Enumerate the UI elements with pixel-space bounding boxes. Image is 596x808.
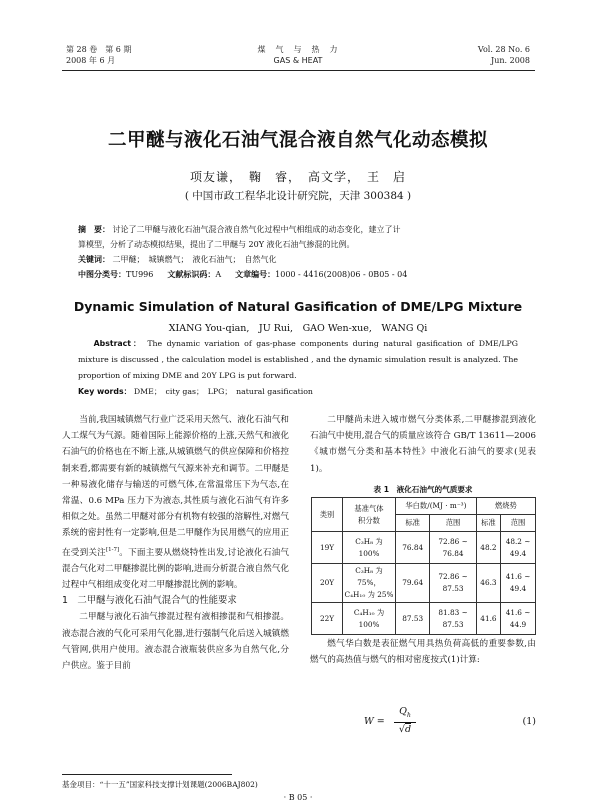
- abstract-cn: [78, 222, 518, 282]
- table-cell: 76.84: [396, 532, 430, 564]
- header-rule: [62, 70, 535, 71]
- table-cell: 41.6 ~ 44.9: [501, 603, 536, 635]
- table-header-composition: 基准气体 积分数: [343, 498, 396, 532]
- formula-lhs: W =: [364, 716, 385, 727]
- table-cell: 87.53: [396, 603, 430, 635]
- formula-number: (1): [522, 716, 536, 727]
- clc-value: TU996: [126, 270, 154, 279]
- table-cell: 22Y: [312, 603, 343, 635]
- gas-quality-table: [311, 497, 536, 635]
- table-cell: 41.6: [476, 603, 500, 635]
- abstract-cn-line2: 算模型，分析了动态模拟结果，提出了二甲醚与 20Y 液化石油气掺混的比例。: [78, 240, 355, 249]
- footnote-rule: [62, 774, 232, 775]
- table-cell: 19Y: [312, 532, 343, 564]
- clc-label: 中图分类号：: [78, 270, 126, 279]
- body-right-column-lower: [310, 636, 536, 668]
- abstract-cn-line1: 讨论了二甲醚与液化石油气混合液自然气化过程中气相组成的动态变化，建立了计: [112, 225, 401, 234]
- table-header-wobbe: 华白数/(MJ · m⁻³): [396, 498, 477, 515]
- journal-volume-en: Vol. 28 No. 6: [477, 45, 530, 54]
- doc-code-value: A: [215, 270, 222, 279]
- body-paragraph: 二甲醚与液化石油气掺混过程有液相掺混和气相掺混。液态混合液的气化可采用气化器,进行强制气化后送入城镇燃气管网,供用户使用。液态混合液瓶装供应多为自然气化,分户供应。鉴于目前: [62, 612, 289, 671]
- journal-name-cn: 煤 气 与 热 力: [257, 45, 339, 54]
- funding-footnote: 基金项目：“十一五”国家科技支撑计划课题(2006BAJ802): [62, 780, 258, 789]
- formula-numerator-sub: h: [406, 711, 411, 719]
- formula-denominator: d: [404, 724, 412, 735]
- page-number: · B 05 ·: [283, 793, 313, 802]
- abstract-en: [78, 336, 518, 400]
- article-no-label: 文章编号：: [235, 270, 276, 279]
- table-cell: 41.6 ~ 49.4: [501, 564, 536, 603]
- body-paragraph: 二甲醚尚未进入城市燃气分类体系,二甲醚掺混到液化石油气中使用,混合气的质量应该符合 GB/T 13611—2006《城市燃气分类和基本特性》中液化石油气的要求(见表 1)。: [310, 415, 536, 474]
- table-cell: 79.64: [396, 564, 430, 603]
- paper-title-cn: 二甲醚与液化石油气混合液自然气化动态模拟: [107, 130, 488, 151]
- table-header-range: 范围: [430, 515, 476, 532]
- abstract-cn-label: 摘 要：: [78, 225, 110, 234]
- table-row: [312, 603, 536, 635]
- table-cell: C₃H₈ 为 100%: [343, 532, 396, 564]
- table-header-combustion-potential: 燃烧势: [476, 498, 535, 515]
- sqrt-icon: √: [398, 724, 405, 735]
- table-cell: 20Y: [312, 564, 343, 603]
- table-header-std: 标准: [396, 515, 430, 532]
- authors-cn: 项友谦， 鞠 睿， 高文学， 王 启: [189, 170, 406, 184]
- table-row: [312, 532, 536, 564]
- body-paragraph: 当前,我国城镇燃气行业广泛采用天然气、液化石油气和人工煤气为气源。随着国际上能源价格的上涨,天然气和液化石油气的价格也在不断上涨,从城镇燃气的供应保障和价格控制来看,都需要有新的城镇燃气气源来补充和调节。二甲醚是一种易液化储存与输送的可燃气体,在常温常压下为气态,在常温、0.6 MPa 压力下为液态,其性质与液化石油气有许多相似之处。虽然二甲醚对部分有机物有较强的溶解性,对燃气系统的密封性有一定影响,但是二甲醚作为民用燃气的应用正在受到关注[1-7]。下面主要从燃烧特性出发,讨论液化石油气混合气化对二甲醚掺混比例的影响,进而分析混合液自然气化过程中气相组成变化对二甲醚掺混比例的影响。: [62, 415, 289, 590]
- table-header-range: 范围: [501, 515, 536, 532]
- body-right-column: [310, 412, 536, 477]
- keywords-en: DME； city gas； LPG； natural gasification: [133, 387, 313, 396]
- formula-numerator: Q: [399, 706, 407, 717]
- table-cell: 81.83 ~ 87.53: [430, 603, 476, 635]
- citation-ref: [1-7]: [105, 546, 120, 553]
- table-cell: 48.2: [476, 532, 500, 564]
- table-caption: 表 1 液化石油气的气质要求: [373, 485, 473, 494]
- journal-name-en: GAS & HEAT: [273, 56, 323, 65]
- keywords-en-label: Key words：: [78, 387, 132, 396]
- body-paragraph: 燃气华白数是表征燃气用具热负荷高低的重要参数,由燃气的高热值与燃气的相对密度按式(1)计算:: [310, 639, 536, 666]
- abstract-en-label: Abstract：: [93, 339, 143, 348]
- table-cell: 72.86 ~ 76.84: [430, 532, 476, 564]
- paper-title-en: Dynamic Simulation of Natural Gasification of DME/LPG Mixture: [73, 299, 523, 314]
- section-heading: 1 二甲醚与液化石油气混合气的性能要求: [62, 595, 237, 607]
- keywords-cn: 二甲醚； 城镇燃气； 液化石油气； 自然气化: [112, 255, 277, 264]
- doc-code-label: 文献标识码：: [167, 270, 216, 279]
- table-row: [312, 564, 536, 603]
- table-cell: C₃H₈ 为 75%， C₄H₁₀ 为 25%: [343, 564, 396, 603]
- body-left-column: [62, 412, 289, 674]
- keywords-cn-label: 关键词：: [78, 255, 110, 264]
- article-no-value: 1000 - 4416(2008)06 - 0B05 - 04: [275, 270, 408, 279]
- table-cell: 72.86 ~ 87.53: [430, 564, 476, 603]
- table-cell: 48.2 ~ 49.4: [501, 532, 536, 564]
- journal-date-en: Jun. 2008: [491, 56, 530, 65]
- journal-date: 2008 年 6 月: [66, 56, 116, 65]
- journal-volume: 第 28 卷 第 6 期: [66, 45, 132, 54]
- affiliation-cn: ( 中国市政工程华北设计研究院，天津 300384 ): [184, 190, 412, 202]
- formula-1: [310, 706, 536, 740]
- authors-en: XIANG You-qian, JU Rui, GAO Wen-xue, WANG Qi: [168, 323, 428, 334]
- table-cell: 46.3: [476, 564, 500, 603]
- table-header-class: 类别: [312, 498, 343, 532]
- table-header-std: 标准: [476, 515, 500, 532]
- abstract-en-text: The dynamic variation of gas-phase components during natural gasification of DME/LPG mixture is discussed , the calculation model is established , and the dynamic simulation result is analyzed. The proportion of mixing DME and 20Y LPG is put forward.: [78, 339, 518, 380]
- table-cell: C₄H₁₀ 为 100%: [343, 603, 396, 635]
